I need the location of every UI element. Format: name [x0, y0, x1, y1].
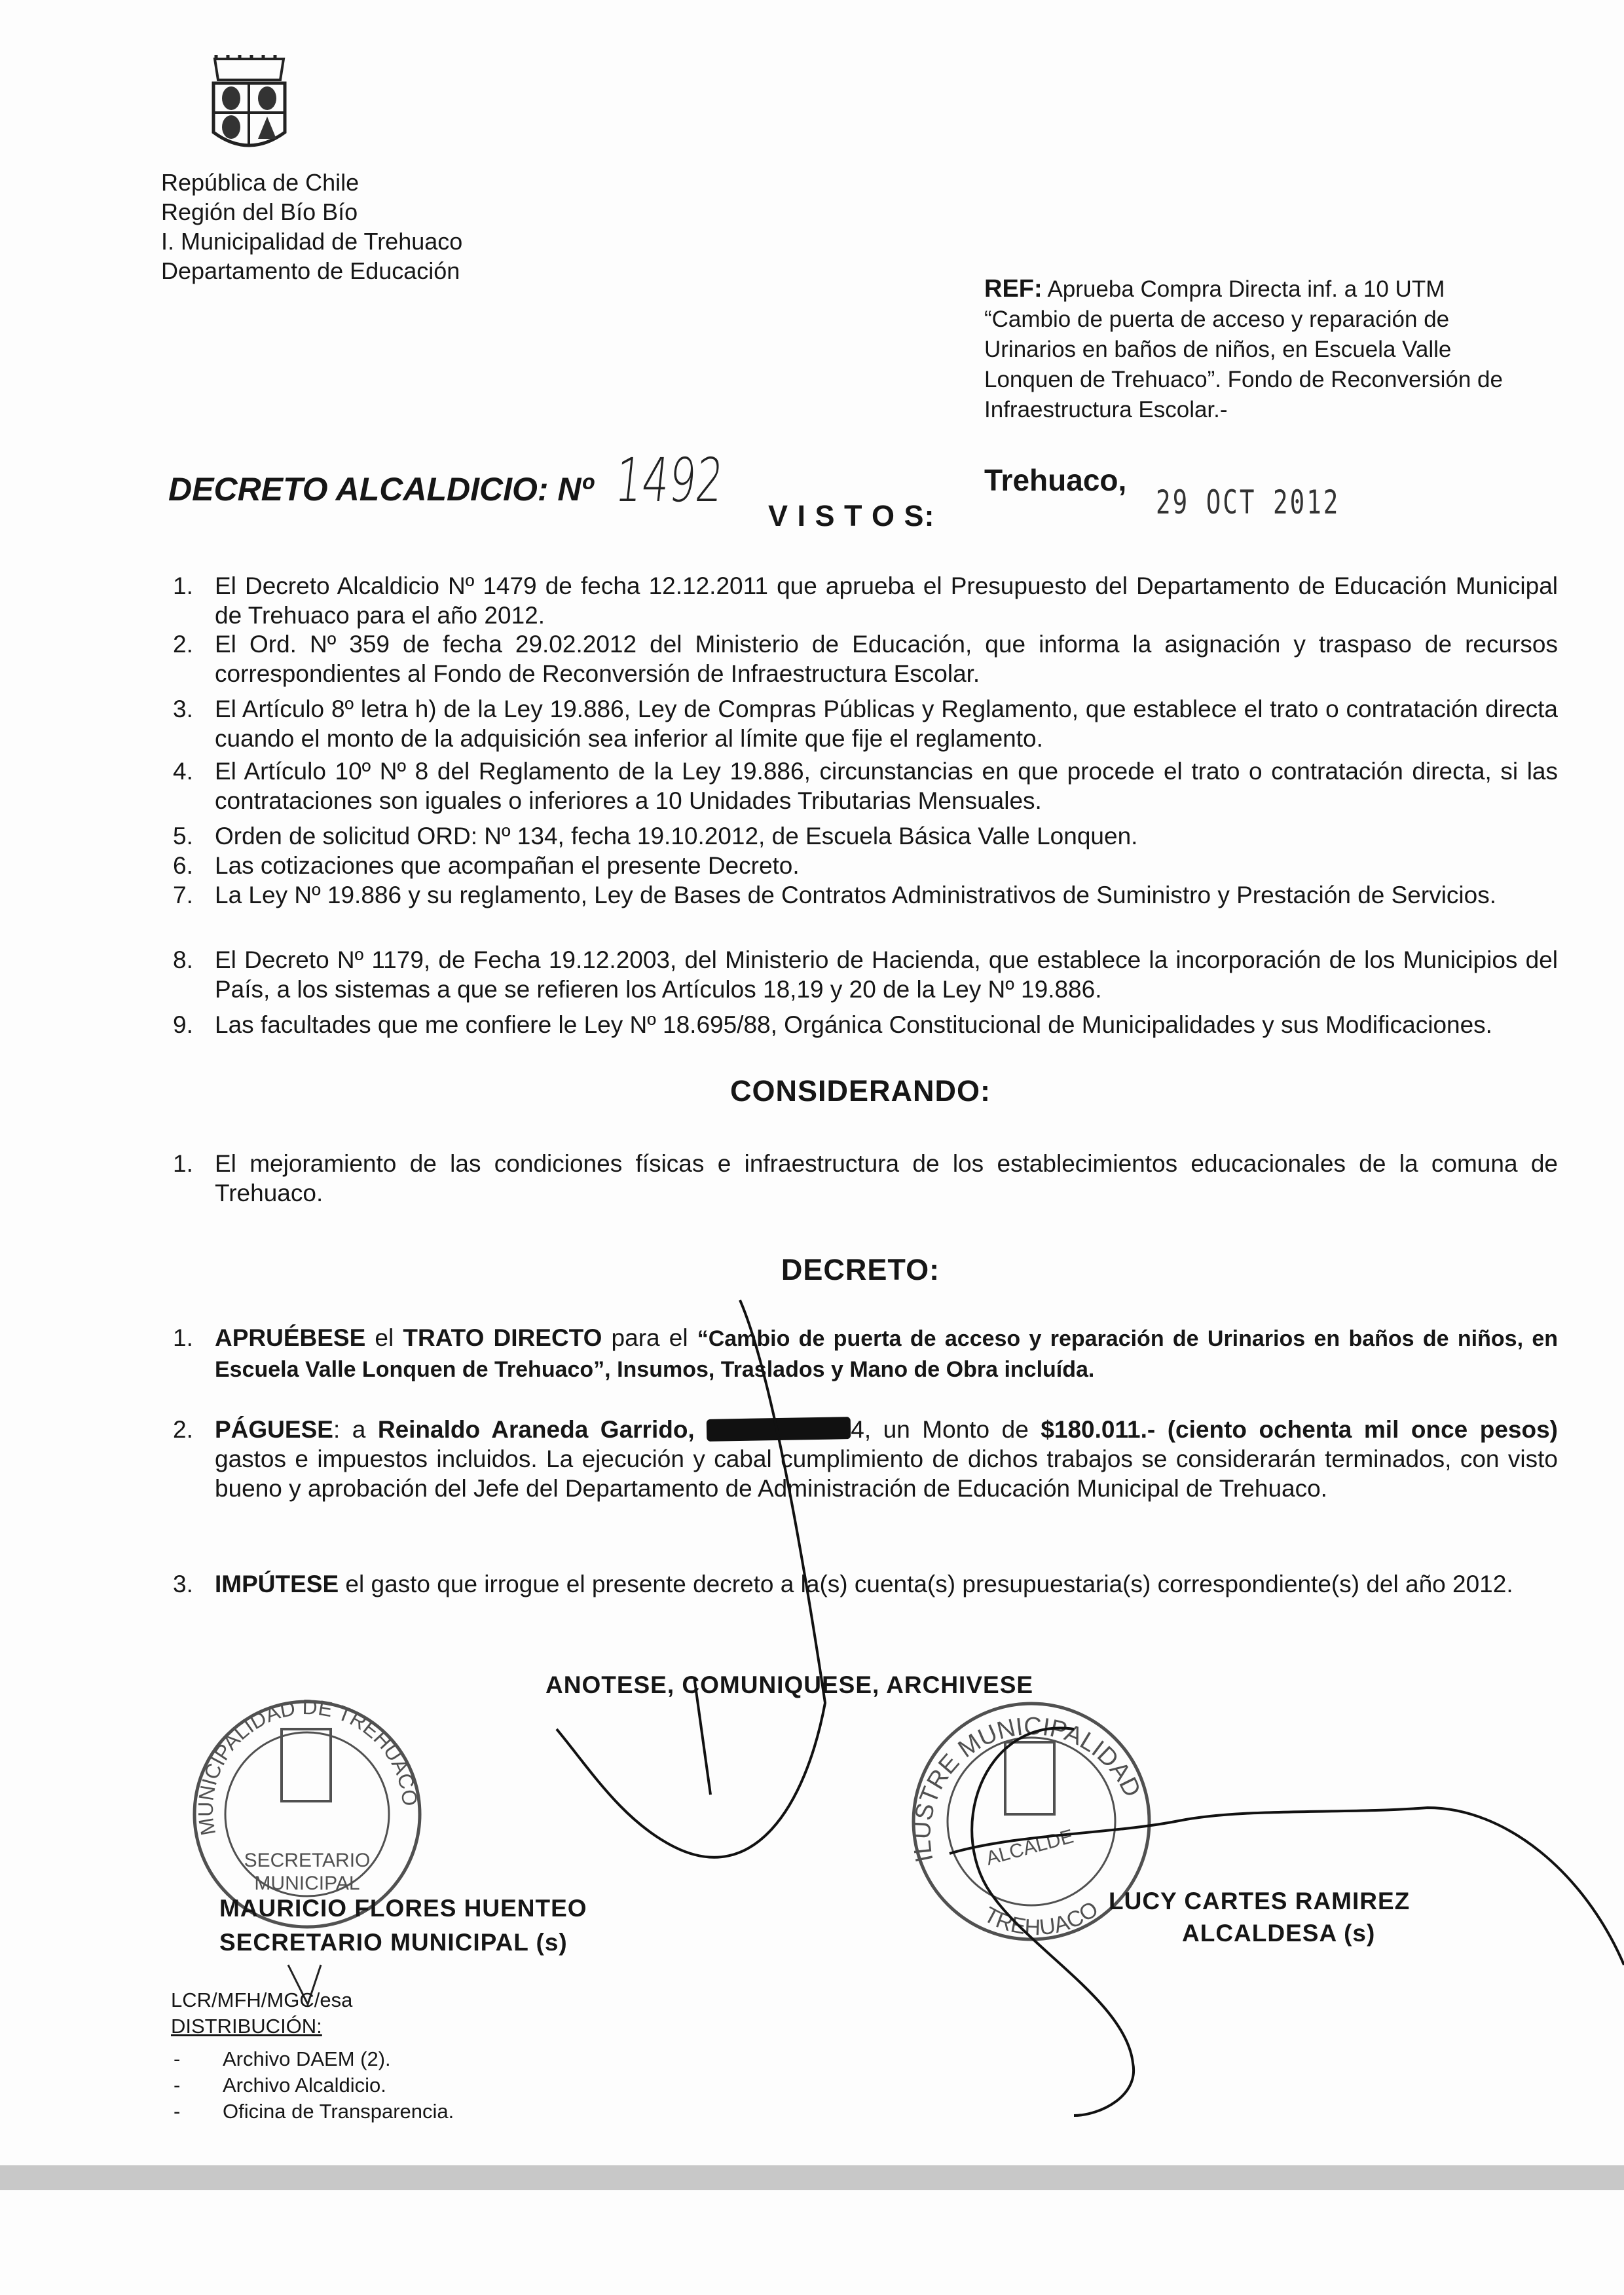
item-number: 3.	[173, 1571, 193, 1597]
item-number: 9.	[173, 1011, 193, 1038]
svg-text:MUNICIPALIDAD DE TREHUACO	[194, 1695, 422, 1837]
item-number: 1.	[173, 572, 193, 599]
letterhead-line: I. Municipalidad de Trehuaco	[161, 228, 463, 255]
vistos-heading: V I S T O S:	[768, 499, 935, 532]
letterhead	[161, 168, 462, 286]
text: el	[365, 1324, 403, 1351]
stamp-center-text: ALCALDE	[984, 1825, 1076, 1870]
item-text: Orden de solicitud ORD: Nº 134, fecha 19.10.2012, de Escuela Básica Valle Lonquen.	[215, 823, 1138, 849]
vistos-item	[173, 571, 1558, 630]
svg-text:ILUSTRE MUNICIPALIDAD	[908, 1713, 1146, 1865]
svg-text:TREHUACO	[980, 1896, 1103, 1940]
secretary-stamp	[194, 1695, 422, 1927]
item-text: Las cotizaciones que acompañan el presente Decreto.	[215, 852, 800, 879]
text: gastos e impuestos incluidos. La ejecución y cabal cumplimiento de dichos trabajos se considerarán terminados, con visto bueno y aprobación del Jefe del Departamento de Administración de Educación Municipal de Trehuaco.	[215, 1446, 1558, 1502]
decree-number-handwritten: 1492	[612, 445, 727, 515]
item-number: 3.	[173, 696, 193, 722]
amount: $180.011.- (ciento ochenta mil once pesos)	[1041, 1416, 1559, 1443]
place-label: Trehuaco,	[984, 463, 1127, 497]
vistos-item	[173, 629, 1558, 688]
decree-title: DECRETO ALCALDICIO: Nº	[168, 471, 593, 508]
item-text: Las facultades que me confiere le Ley Nº 18.695/88, Orgánica Constitucional de Municipalidades y sus Modificaciones.	[215, 1011, 1492, 1038]
distribution-text: Archivo DAEM (2).	[223, 2047, 391, 2070]
distribution-text: Archivo Alcaldicio.	[223, 2074, 386, 2097]
municipal-crest-logo	[208, 54, 290, 155]
considerando-item	[173, 1149, 1558, 1208]
item-text: El mejoramiento de las condiciones físicas e infraestructura de los establecimientos educacionales de la comuna de Trehuaco.	[215, 1150, 1558, 1206]
mayor-name: LUCY CARTES RAMIREZ	[1109, 1888, 1411, 1914]
vistos-item	[173, 1010, 1558, 1039]
distribution-item: - Oficina de Transparencia.	[174, 2099, 180, 2125]
distribution-label: DISTRIBUCIÓN:	[171, 2015, 322, 2038]
ref-line: Aprueba Compra Directa inf. a 10 UTM	[1047, 276, 1445, 302]
ref-label: REF:	[984, 275, 1043, 303]
vistos-item	[173, 694, 1558, 753]
distribution-item: - Archivo Alcaldicio.	[174, 2072, 180, 2099]
letterhead-line: Región del Bío Bío	[161, 198, 358, 225]
secretary-role: SECRETARIO MUNICIPAL (s)	[219, 1929, 568, 1956]
item-text: El Artículo 8º letra h) de la Ley 19.886, Ley de Compras Públicas y Reglamento, que establece el trato o contratación directa cuando el monto de la adquisición sea inferior al límite que fije el reglamento.	[215, 696, 1558, 752]
item-number: 6.	[173, 852, 193, 879]
bold-text: APRUÉBESE	[215, 1324, 366, 1351]
item-number: 1.	[173, 1150, 193, 1177]
stamp-ring-text: TREHUACO	[980, 1896, 1103, 1941]
vistos-item	[173, 821, 1558, 851]
stamp-center-text: SECRETARIO	[244, 1850, 371, 1871]
reference-block	[984, 274, 1554, 425]
secretary-name: MAURICIO FLORES HUENTEO	[219, 1895, 587, 1922]
item-number: 2.	[173, 631, 193, 658]
bold-text: TRATO DIRECTO	[403, 1324, 602, 1351]
stamp-ring-text: ILUSTRE MUNICIPALIDAD	[908, 1713, 1147, 1865]
ref-line: Lonquen de Trehuaco”. Fondo de Reconversión de	[984, 367, 1503, 392]
mayor-role: ALCALDESA (s)	[1182, 1920, 1376, 1947]
date-stamp: 29 OCT 2012	[1156, 483, 1340, 521]
item-text: El Artículo 10º Nº 8 del Reglamento de la Ley 19.886, circunstancias en que procede el trato o contratación directa, si las contrataciones son iguales o inferiores a 10 Unidades Tributarias Mensuales.	[215, 758, 1558, 814]
item-text: La Ley Nº 19.886 y su reglamento, Ley de Bases de Contratos Administrativos de Suministro y Prestación de Servicios.	[215, 882, 1497, 908]
decreto-item	[173, 1569, 1558, 1599]
item-number: 8.	[173, 946, 193, 973]
ref-line: Urinarios en baños de niños, en Escuela Valle	[984, 337, 1452, 362]
text: 4, un Monto de	[851, 1416, 1041, 1443]
bold-text: IMPÚTESE	[215, 1571, 339, 1597]
considerando-heading: CONSIDERANDO:	[729, 1074, 991, 1108]
text: el gasto que irrogue el presente decreto a la(s) cuenta(s) presupuestaria(s) correspondiente(s) del año 2012.	[339, 1571, 1513, 1597]
payee-name: Reinaldo Araneda Garrido,	[377, 1416, 695, 1443]
vistos-item	[173, 880, 1558, 910]
item-text: El Ord. Nº 359 de fecha 29.02.2012 del Ministerio de Educación, que informa la asignación y traspaso de recursos correspondientes al Fondo de Reconversión de Infraestructura Escolar.	[215, 631, 1558, 687]
decreto-item	[173, 1323, 1558, 1385]
item-text: El Decreto Alcaldicio Nº 1479 de fecha 12.12.2011 que aprueba el Presupuesto del Departamento de Educación Municipal de Trehuaco para el año 2012.	[215, 572, 1558, 629]
item-number: 7.	[173, 882, 193, 908]
letterhead-line: República de Chile	[161, 169, 360, 196]
text: : a	[333, 1416, 378, 1443]
scan-edge-bar	[0, 2165, 1624, 2190]
text: para el	[602, 1324, 697, 1351]
item-text: El Decreto Nº 1179, de Fecha 19.12.2003, del Ministerio de Hacienda, que establece la incorporación de los Municipios del País, a los sistemas a que se refieren los Artículos 18,19 y 20 de la Ley Nº 19.886.	[215, 946, 1558, 1003]
item-number: 2.	[173, 1416, 193, 1443]
vistos-item	[173, 945, 1558, 1004]
bold-text: PÁGUESE	[215, 1416, 333, 1443]
distribution-text: Oficina de Transparencia.	[223, 2100, 454, 2123]
decreto-heading: DECRETO:	[781, 1253, 940, 1286]
vistos-item	[173, 851, 1558, 880]
item-number: 5.	[173, 823, 193, 849]
closing-formula: ANOTESE, COMUNIQUESE, ARCHIVESE	[545, 1671, 1034, 1698]
ref-line: “Cambio de puerta de acceso y reparación de	[984, 307, 1450, 332]
bold-text: “Cambio de puerta de acceso y reparación de Urinarios en baños de niños, en Escuela Valle Lonquen de Trehuaco”, Insumos, Traslados y Mano de Obra incluída.	[215, 1326, 1559, 1382]
vistos-item	[173, 756, 1558, 815]
ref-line: Infraestructura Escolar.-	[984, 397, 1228, 422]
letterhead-line: Departamento de Educación	[161, 257, 460, 284]
redacted-rut	[707, 1417, 851, 1442]
stamp-center-text: MUNICIPAL	[254, 1873, 360, 1894]
initials: LCR/MFH/MGC/esa	[171, 1988, 353, 2011]
item-number: 1.	[173, 1324, 193, 1351]
decreto-item	[173, 1415, 1558, 1503]
stamp-ring-text: MUNICIPALIDAD DE TREHUACO	[193, 1695, 422, 1838]
distribution-item: - Archivo DAEM (2).	[174, 2046, 180, 2072]
item-number: 4.	[173, 758, 193, 785]
